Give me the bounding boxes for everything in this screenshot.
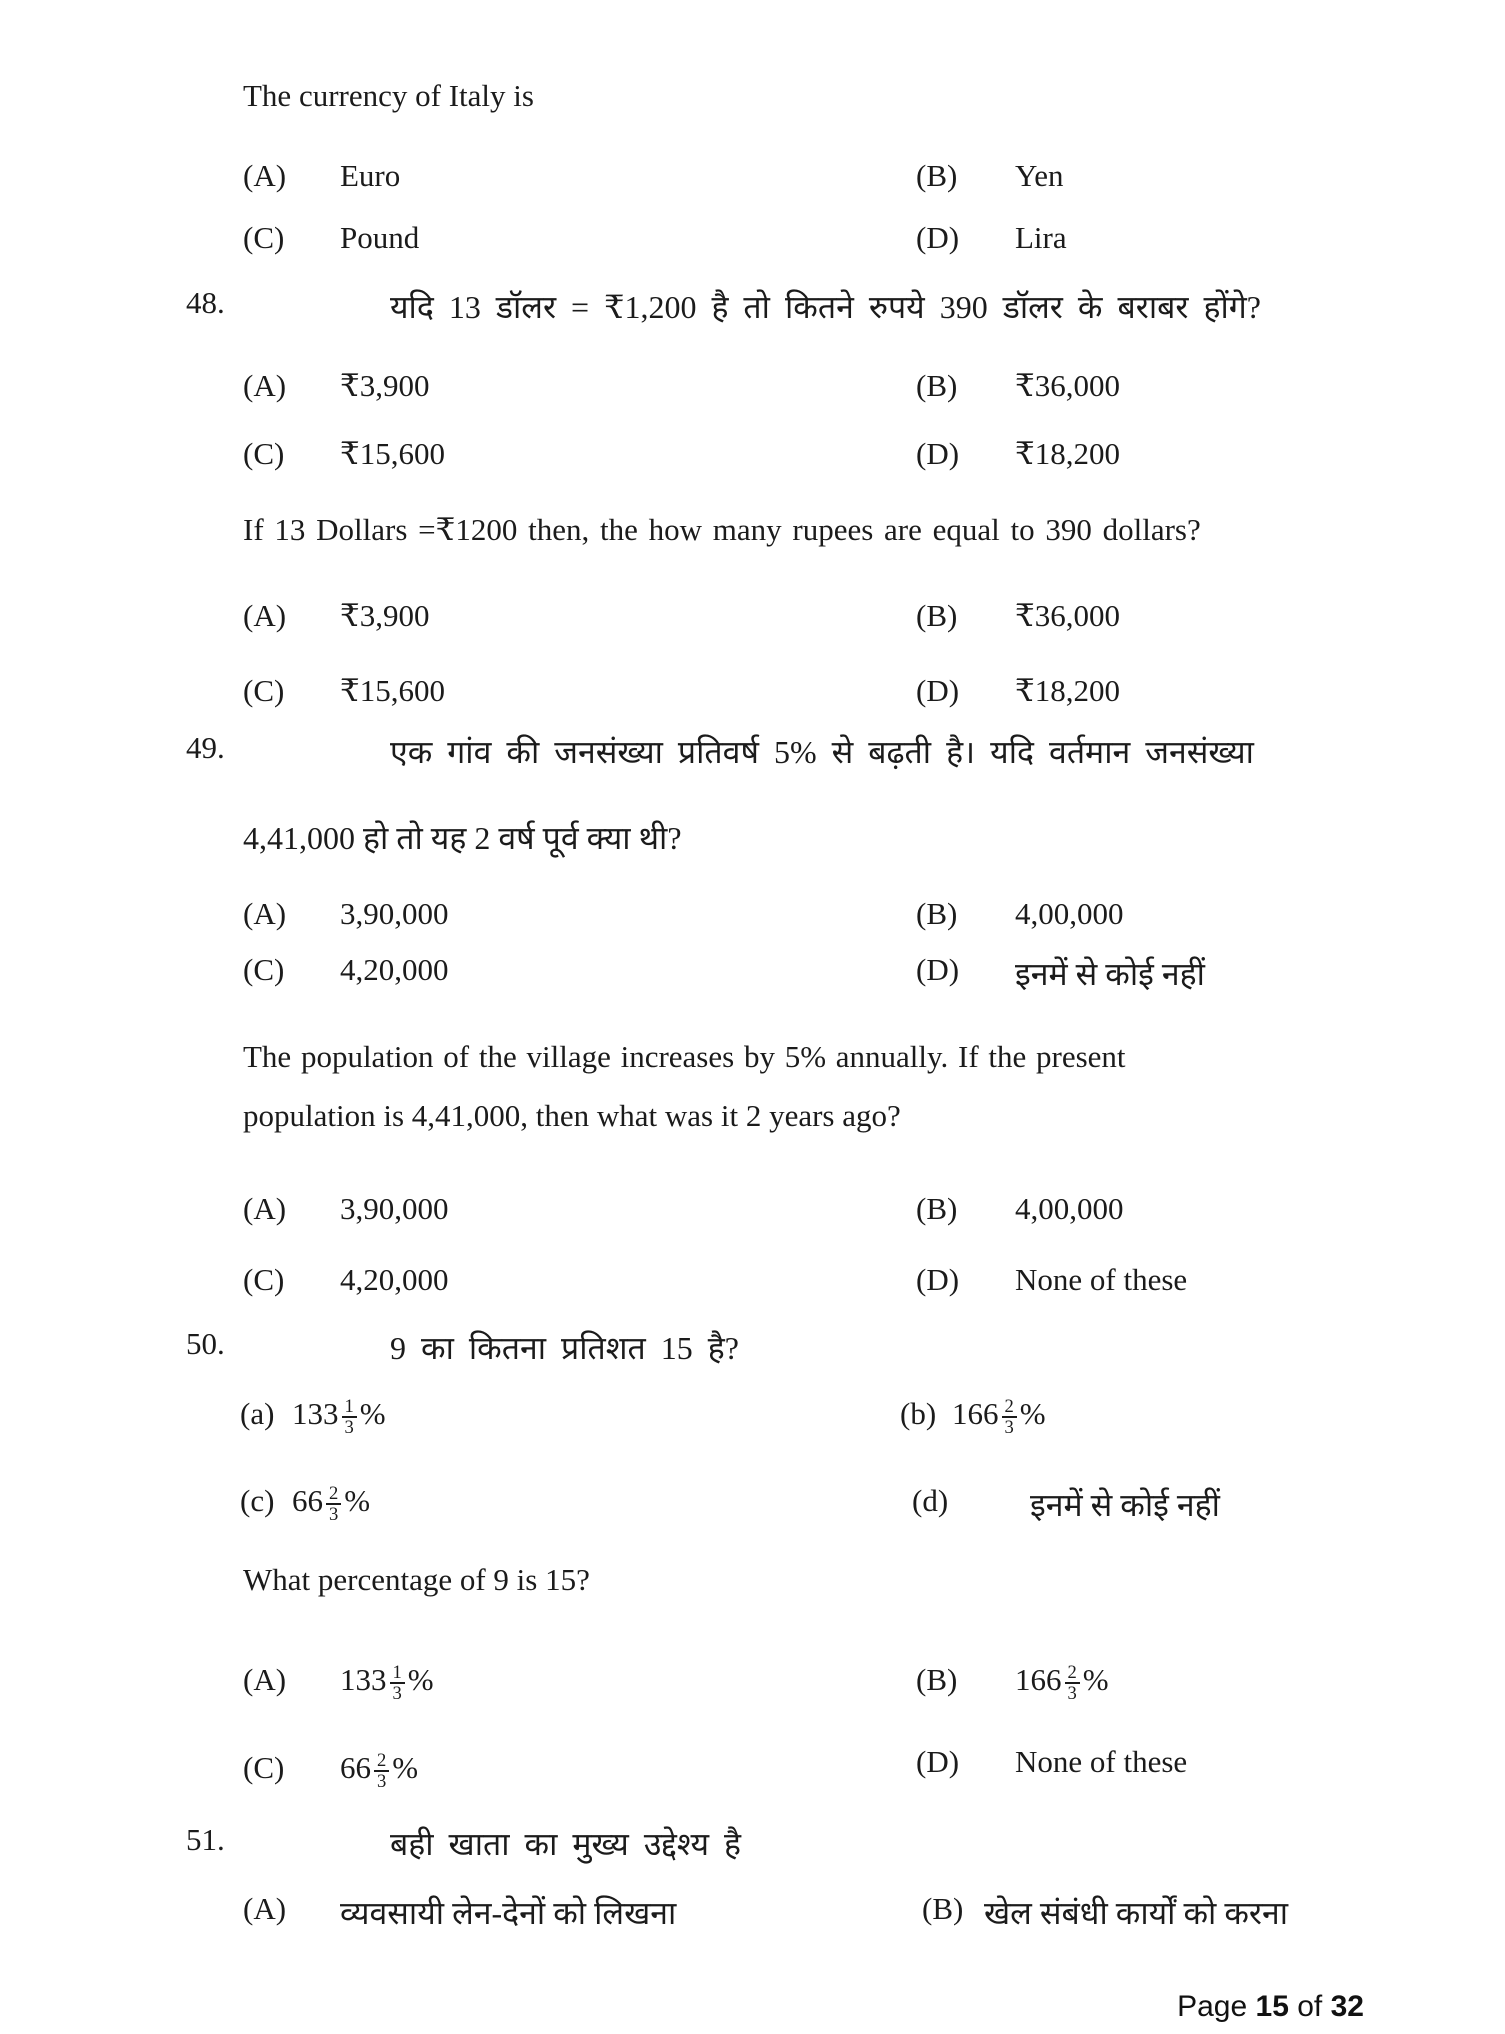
fraction-denominator: 3: [392, 1683, 402, 1705]
option-marker-a: (A): [243, 1891, 287, 1926]
q49-options-hi-cd: [0, 952, 1505, 992]
q48-question-hi: [0, 285, 1505, 325]
option-marker-a: (a): [240, 1396, 275, 1431]
option-text-a: Euro: [340, 158, 401, 193]
fraction-whole: 133: [340, 1662, 387, 1697]
option-marker-b: (B): [922, 1891, 964, 1926]
option-value-a: [292, 1396, 386, 1438]
q48-options-hi-ab: [0, 368, 1505, 408]
option-text-a: 3,90,000: [340, 896, 449, 931]
q49-question-hi-line1: [0, 730, 1505, 770]
fraction-whole: 166: [952, 1396, 999, 1431]
option-marker-a: (A): [243, 1191, 287, 1226]
question-text-english: The population of the village increases by 5% annually. If the present: [243, 1039, 1126, 1074]
fraction: [374, 1751, 389, 1792]
option-marker-c: (c): [240, 1483, 275, 1518]
q49-question-en-line1: [0, 1039, 1505, 1079]
option-text-d: Lira: [1015, 220, 1067, 255]
fraction-denominator: 3: [344, 1417, 354, 1439]
option-text-c: ₹15,600: [340, 436, 445, 471]
option-value-b: [1015, 1662, 1109, 1704]
option-text-d: None of these: [1015, 1262, 1188, 1297]
option-text-a: ₹3,900: [340, 368, 430, 403]
fraction-whole: 66: [292, 1483, 323, 1518]
fraction-numerator: 1: [342, 1397, 357, 1419]
option-text-d: None of these: [1015, 1744, 1188, 1779]
q49-question-en-line2: [0, 1098, 1505, 1138]
option-text-b: खेल संबंधी कार्यों को करना: [984, 1895, 1289, 1931]
q49-options-en-ab: [0, 1191, 1505, 1231]
option-marker-d: (D): [916, 952, 960, 987]
fraction-denominator: 3: [377, 1771, 387, 1793]
question-number: 49.: [186, 730, 225, 765]
option-marker-c: (C): [243, 220, 285, 255]
q50-options-en-ab: [0, 1662, 1505, 1732]
q51-question-hi: [0, 1822, 1505, 1862]
option-marker-b: (b): [900, 1396, 937, 1431]
page-word: Page: [1177, 1990, 1248, 2023]
q49-options-hi-ab: [0, 896, 1505, 936]
percent-sign: %: [407, 1662, 434, 1697]
option-marker-c: (C): [243, 952, 285, 987]
page-footer: [1177, 1990, 1364, 2024]
option-text-b: 4,00,000: [1015, 896, 1124, 931]
question-text-hindi-continued: 4,41,000 हो तो यह 2 वर्ष पूर्व क्या थी?: [243, 820, 682, 856]
option-marker-a: (A): [243, 896, 287, 931]
question-text-hindi: बही खाता का मुख्य उद्देश्य है: [390, 1826, 742, 1862]
fraction-denominator: 3: [1004, 1417, 1014, 1439]
option-marker-b: (B): [916, 1191, 958, 1226]
q48-options-hi-cd: [0, 436, 1505, 476]
option-marker-a: (A): [243, 158, 287, 193]
fraction-whole: 166: [1015, 1662, 1062, 1697]
q50-question-hi: [0, 1326, 1505, 1366]
question-number: 50.: [186, 1326, 225, 1361]
q49-question-hi-line2: [0, 816, 1505, 856]
option-marker-b: (B): [916, 158, 958, 193]
option-marker-c: (C): [243, 1262, 285, 1297]
page-number: 15: [1255, 1990, 1289, 2023]
of-word: of: [1297, 1990, 1323, 2023]
percent-sign: %: [392, 1750, 419, 1785]
question-number: 51.: [186, 1822, 225, 1857]
option-text-d: ₹18,200: [1015, 436, 1120, 471]
option-marker-d: (D): [916, 436, 960, 471]
question-number: 48.: [186, 285, 225, 320]
option-text-a: व्यवसायी लेन-देनों को लिखना: [340, 1895, 677, 1931]
option-marker-c: (C): [243, 673, 285, 708]
percent-sign: %: [1019, 1396, 1046, 1431]
option-marker-c: (C): [243, 1750, 285, 1785]
q48-question-en: [0, 512, 1505, 552]
q48-options-en-ab: [0, 598, 1505, 638]
question-text-hindi: यदि 13 डॉलर = ₹1,200 है तो कितने रुपये 390 डॉलर के बराबर होंगे?: [390, 289, 1261, 325]
fraction-numerator: 2: [326, 1484, 341, 1506]
option-marker-a: (A): [243, 368, 287, 403]
option-marker-b: (B): [916, 1662, 958, 1697]
percent-sign: %: [359, 1396, 386, 1431]
fraction-numerator: 2: [1002, 1397, 1017, 1419]
option-text-b: ₹36,000: [1015, 598, 1120, 633]
fraction-numerator: 2: [374, 1751, 389, 1773]
option-text-c: 4,20,000: [340, 952, 449, 987]
q47-question-en: [0, 78, 1505, 118]
q50-options-hi-cd: [0, 1483, 1505, 1553]
option-text-c: ₹15,600: [340, 673, 445, 708]
percent-sign: %: [1082, 1662, 1109, 1697]
q50-options-hi-ab: [0, 1396, 1505, 1466]
option-marker-d: (d): [912, 1483, 949, 1518]
question-text-english: What percentage of 9 is 15?: [243, 1562, 590, 1597]
option-marker-a: (A): [243, 598, 287, 633]
option-text-c: 4,20,000: [340, 1262, 449, 1297]
fraction-denominator: 3: [1067, 1683, 1077, 1705]
question-text-english: If 13 Dollars =₹1200 then, the how many rupees are equal to 390 dollars?: [243, 512, 1201, 547]
option-text-b: ₹36,000: [1015, 368, 1120, 403]
option-text-c: Pound: [340, 220, 420, 255]
option-text-d: ₹18,200: [1015, 673, 1120, 708]
fraction: [1065, 1663, 1080, 1704]
option-marker-b: (B): [916, 368, 958, 403]
fraction-denominator: 3: [329, 1504, 339, 1526]
question-text-hindi: एक गांव की जनसंख्या प्रतिवर्ष 5% से बढ़ती है। यदि वर्तमान जनसंख्या: [390, 734, 1254, 770]
option-marker-d: (D): [916, 1262, 960, 1297]
option-value-a: [340, 1662, 434, 1704]
option-marker-c: (C): [243, 436, 285, 471]
fraction-numerator: 2: [1065, 1663, 1080, 1685]
fraction: [342, 1397, 357, 1438]
fraction-numerator: 1: [390, 1663, 405, 1685]
option-marker-a: (A): [243, 1662, 287, 1697]
fraction-whole: 133: [292, 1396, 339, 1431]
option-marker-b: (B): [916, 598, 958, 633]
q50-options-en-cd: [0, 1744, 1505, 1820]
option-marker-d: (D): [916, 220, 960, 255]
page-total: 32: [1330, 1990, 1364, 2023]
q47-options-row-ab: [0, 158, 1505, 198]
option-value-c: [292, 1483, 370, 1525]
q51-options-ab: [0, 1891, 1505, 1931]
q49-options-en-cd: [0, 1262, 1505, 1302]
q48-options-en-cd: [0, 673, 1505, 713]
question-text-english-continued: population is 4,41,000, then what was it 2 years ago?: [243, 1098, 901, 1133]
percent-sign: %: [344, 1483, 371, 1518]
option-text-d: इनमें से कोई नहीं: [1030, 1487, 1220, 1523]
option-marker-d: (D): [916, 673, 960, 708]
option-marker-b: (B): [916, 896, 958, 931]
option-text-a: ₹3,900: [340, 598, 430, 633]
fraction: [390, 1663, 405, 1704]
fraction: [326, 1484, 341, 1525]
fraction-whole: 66: [340, 1750, 371, 1785]
q50-question-en: [0, 1562, 1505, 1602]
q47-options-row-cd: [0, 220, 1505, 260]
fraction: [1002, 1397, 1017, 1438]
option-text-d: इनमें से कोई नहीं: [1015, 956, 1205, 992]
option-text-b: Yen: [1015, 158, 1064, 193]
option-value-b: [952, 1396, 1046, 1438]
question-text-hindi: 9 का कितना प्रतिशत 15 है?: [390, 1330, 739, 1366]
option-text-a: 3,90,000: [340, 1191, 449, 1226]
question-text: The currency of Italy is: [243, 78, 534, 113]
option-value-c: [340, 1750, 418, 1792]
option-text-b: 4,00,000: [1015, 1191, 1124, 1226]
option-marker-d: (D): [916, 1744, 960, 1779]
